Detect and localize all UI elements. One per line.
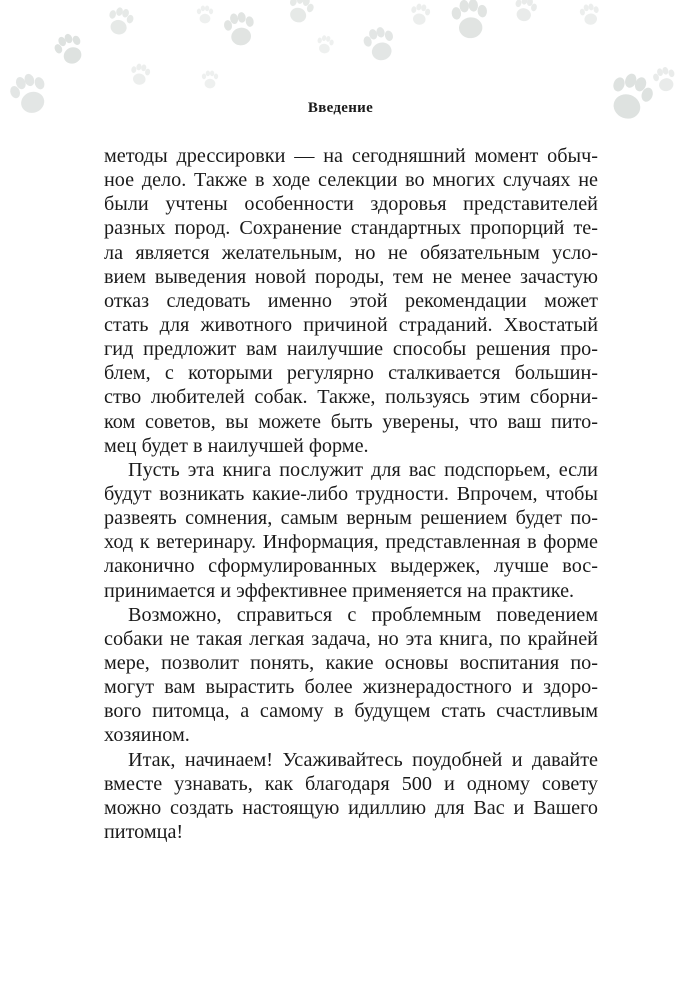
text-line: вместе узнавать, как благодаря 500 и одному совету	[104, 772, 598, 795]
paragraph	[104, 458, 598, 603]
paw-print-icon	[409, 2, 431, 26]
text-line: блем, с которыми регулярно сталкивается большин-	[104, 362, 598, 385]
text-line: мере, позволит понять, какие основы воспитания по-	[104, 651, 598, 674]
text-line: мец будет в наилучшей форме.	[104, 434, 369, 457]
text-line: ство любителей собак. Также, пользуясь этим сборни-	[104, 386, 598, 409]
paw-print-icon	[451, 0, 490, 40]
paw-print-icon	[316, 34, 335, 54]
text-line: принимается и эффективнее применяется на практике.	[104, 579, 575, 602]
paw-print-icon	[512, 0, 539, 24]
paw-print-icon	[51, 30, 88, 69]
text-line: ное дело. Также в ходе селекции во многих случаях не	[104, 169, 598, 192]
text-line: разных пород. Сохранение стандартных пропорций те-	[104, 217, 598, 240]
text-line: вием выведения новой породы, тем не менее зачастую	[104, 265, 598, 288]
text-line: ход к ветеринару. Информация, представленная в форме	[104, 531, 598, 554]
paragraph	[104, 748, 598, 845]
paragraph	[104, 144, 598, 458]
text-line: были учтены особенности здоровья представителей	[104, 193, 598, 216]
text-line: Пусть эта книга послужит для вас подспорьем, если	[128, 458, 598, 481]
text-line: отказ следовать именно этой рекомендации может	[104, 289, 598, 312]
text-line: Итак, начинаем! Усаживайтесь поудобней и давайте	[128, 748, 598, 771]
paragraph	[104, 603, 598, 748]
text-line: гид предложит вам наилучшие способы решения про-	[104, 338, 598, 361]
text-line: хозяином.	[104, 724, 190, 747]
paw-print-icon	[197, 6, 213, 24]
text-line: собаки не такая легкая задача, но эта книга, по крайней	[104, 627, 598, 650]
text-line: Возможно, справиться с проблемным поведением	[128, 603, 598, 626]
text-line: стать для животного причиной страданий. Хвостатый	[104, 313, 598, 336]
text-line: лаконично сформулированных выдержек, лучше вос-	[104, 555, 598, 578]
paw-print-icon	[284, 0, 316, 26]
text-line: методы дрессировки — на сегодняшний момент обыч-	[104, 145, 598, 167]
text-line: развеять сомнения, самым верным решением будет по-	[104, 507, 598, 530]
text-line: ла является желательным, но не обязательным усло-	[104, 241, 598, 264]
paw-print-icon	[202, 71, 218, 89]
page-title: Введение	[307, 100, 374, 116]
text-line: могут вам вырастить более жизнерадостного и здоро-	[104, 676, 598, 699]
text-line: питомца!	[104, 820, 184, 843]
text-line: будут возникать какие-либо трудности. Впрочем, чтобы	[104, 482, 598, 505]
text-line: ком советов, вы можете быть уверены, что ваш пито-	[104, 410, 598, 433]
paw-print-icon	[361, 24, 398, 63]
paw-print-icon	[129, 62, 151, 86]
paw-print-icon	[105, 5, 136, 37]
paw-print-icon	[579, 2, 601, 26]
text-line: вого питомца, а самому в будущем стать счастливым	[104, 700, 598, 723]
paw-print-icon	[651, 65, 678, 94]
body-text	[104, 144, 598, 844]
text-line: можно создать настоящую идиллию для Вас и Вашего	[104, 796, 598, 819]
paw-print-decoration	[0, 0, 681, 140]
paw-print-icon	[222, 10, 257, 47]
